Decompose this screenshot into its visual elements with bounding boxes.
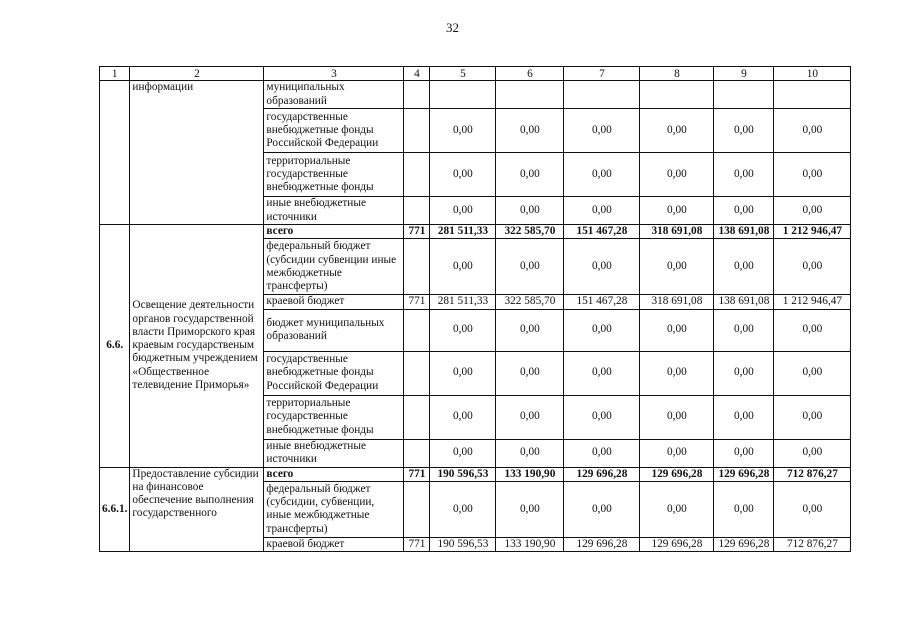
value-cell: 0,00 <box>430 153 496 197</box>
value-cell: 0,00 <box>564 153 640 197</box>
value-cell: 0,00 <box>714 109 774 153</box>
value-cell: 0,00 <box>564 351 640 395</box>
value-cell: 0,00 <box>640 197 714 225</box>
value-cell: 0,00 <box>640 439 714 467</box>
value-cell <box>564 81 640 109</box>
value-cell: 129 696,28 <box>714 467 774 481</box>
value-cell: 138 691,08 <box>714 225 774 239</box>
header-cell: 10 <box>774 67 851 81</box>
code-cell <box>404 109 430 153</box>
code-cell <box>404 153 430 197</box>
value-cell: 322 585,70 <box>496 225 564 239</box>
header-cell: 5 <box>430 67 496 81</box>
value-cell: 0,00 <box>714 309 774 351</box>
value-cell: 0,00 <box>640 481 714 537</box>
value-cell: 0,00 <box>430 481 496 537</box>
value-cell: 138 691,08 <box>714 295 774 309</box>
value-cell: 0,00 <box>774 439 851 467</box>
table-row <box>100 225 851 239</box>
code-cell <box>404 239 430 295</box>
code-cell <box>404 439 430 467</box>
item-number-cell: 6.6.1. <box>100 467 130 552</box>
item-name-cell: Предоставление субсидии на финансовое обеспечение выполнения государственного <box>130 467 264 552</box>
header-cell: 6 <box>496 67 564 81</box>
value-cell: 129 696,28 <box>640 537 714 551</box>
header-cell: 2 <box>130 67 264 81</box>
value-cell: 1 212 946,47 <box>774 225 851 239</box>
value-cell: 712 876,27 <box>774 467 851 481</box>
item-name-cell: Освещение деятельности органов государственной власти Приморского края краевым государственым бюджетным учреждением «Общественное телевидение Приморья» <box>130 225 264 468</box>
value-cell: 0,00 <box>430 197 496 225</box>
source-cell: бюджет муниципальных образований <box>264 309 404 351</box>
code-cell <box>404 197 430 225</box>
value-cell: 0,00 <box>774 309 851 351</box>
source-cell: краевой бюджет <box>264 537 404 551</box>
value-cell: 0,00 <box>640 109 714 153</box>
value-cell: 0,00 <box>774 239 851 295</box>
source-cell: всего <box>264 467 404 481</box>
value-cell <box>640 81 714 109</box>
code-cell: 771 <box>404 467 430 481</box>
value-cell: 0,00 <box>564 109 640 153</box>
value-cell: 0,00 <box>430 239 496 295</box>
value-cell: 129 696,28 <box>564 467 640 481</box>
code-cell <box>404 395 430 439</box>
value-cell: 0,00 <box>640 309 714 351</box>
code-cell <box>404 351 430 395</box>
value-cell: 0,00 <box>774 351 851 395</box>
value-cell: 0,00 <box>640 395 714 439</box>
value-cell: 281 511,33 <box>430 225 496 239</box>
value-cell: 0,00 <box>564 439 640 467</box>
table-row <box>100 467 851 481</box>
value-cell: 0,00 <box>496 481 564 537</box>
code-cell <box>404 481 430 537</box>
code-cell: 771 <box>404 537 430 551</box>
value-cell: 0,00 <box>774 109 851 153</box>
item-number-cell: 6.6. <box>100 225 130 468</box>
item-name-cell: информации <box>130 81 264 225</box>
value-cell: 133 190,90 <box>496 537 564 551</box>
header-row <box>100 67 851 81</box>
value-cell: 0,00 <box>430 109 496 153</box>
source-cell: иные внебюджетные источники <box>264 197 404 225</box>
value-cell <box>774 81 851 109</box>
value-cell: 0,00 <box>564 395 640 439</box>
value-cell: 0,00 <box>564 481 640 537</box>
header-cell: 7 <box>564 67 640 81</box>
value-cell: 0,00 <box>496 395 564 439</box>
source-cell: территориальные государственные внебюджетные фонды <box>264 395 404 439</box>
value-cell: 190 596,53 <box>430 467 496 481</box>
value-cell: 0,00 <box>564 239 640 295</box>
value-cell: 0,00 <box>714 197 774 225</box>
value-cell: 0,00 <box>640 239 714 295</box>
header-cell: 4 <box>404 67 430 81</box>
table-row <box>100 81 851 109</box>
value-cell: 151 467,28 <box>564 225 640 239</box>
header-cell: 9 <box>714 67 774 81</box>
value-cell: 0,00 <box>774 153 851 197</box>
value-cell: 0,00 <box>496 239 564 295</box>
value-cell <box>496 81 564 109</box>
source-cell: краевой бюджет <box>264 295 404 309</box>
item-number-cell <box>100 81 130 225</box>
value-cell: 0,00 <box>496 309 564 351</box>
code-cell: 771 <box>404 225 430 239</box>
value-cell: 0,00 <box>714 351 774 395</box>
header-cell: 3 <box>264 67 404 81</box>
value-cell: 0,00 <box>564 309 640 351</box>
value-cell: 133 190,90 <box>496 467 564 481</box>
budget-table <box>99 66 851 552</box>
source-cell: всего <box>264 225 404 239</box>
value-cell: 129 696,28 <box>564 537 640 551</box>
header-cell: 8 <box>640 67 714 81</box>
value-cell <box>430 81 496 109</box>
value-cell: 0,00 <box>714 239 774 295</box>
value-cell: 0,00 <box>564 197 640 225</box>
value-cell: 190 596,53 <box>430 537 496 551</box>
source-cell: государственные внебюджетные фонды Российской Федерации <box>264 109 404 153</box>
source-cell: государственные внебюджетные фонды Российской Федерации <box>264 351 404 395</box>
code-cell: 771 <box>404 295 430 309</box>
value-cell: 0,00 <box>714 153 774 197</box>
value-cell: 0,00 <box>496 109 564 153</box>
value-cell: 322 585,70 <box>496 295 564 309</box>
value-cell: 0,00 <box>640 351 714 395</box>
value-cell: 0,00 <box>640 153 714 197</box>
value-cell: 1 212 946,47 <box>774 295 851 309</box>
value-cell: 0,00 <box>496 351 564 395</box>
code-cell <box>404 309 430 351</box>
value-cell: 129 696,28 <box>714 537 774 551</box>
value-cell: 0,00 <box>430 351 496 395</box>
value-cell: 151 467,28 <box>564 295 640 309</box>
value-cell: 129 696,28 <box>640 467 714 481</box>
value-cell <box>714 81 774 109</box>
value-cell: 0,00 <box>430 395 496 439</box>
value-cell: 281 511,33 <box>430 295 496 309</box>
source-cell: территориальные государственные внебюджетные фонды <box>264 153 404 197</box>
page-number: 32 <box>446 20 459 35</box>
value-cell: 0,00 <box>714 395 774 439</box>
header-cell: 1 <box>100 67 130 81</box>
value-cell: 0,00 <box>430 309 496 351</box>
source-cell: иные внебюджетные источники <box>264 439 404 467</box>
value-cell: 0,00 <box>774 197 851 225</box>
value-cell: 0,00 <box>496 439 564 467</box>
source-cell: федеральный бюджет (субсидии, субвенции, иные межбюджетные трансферты) <box>264 481 404 537</box>
source-cell: муниципальных образований <box>264 81 404 109</box>
value-cell: 0,00 <box>774 481 851 537</box>
value-cell: 0,00 <box>496 197 564 225</box>
value-cell: 318 691,08 <box>640 295 714 309</box>
value-cell: 318 691,08 <box>640 225 714 239</box>
code-cell <box>404 81 430 109</box>
value-cell: 0,00 <box>430 439 496 467</box>
source-cell: федеральный бюджет (субсидии субвенции иные межбюджетные трансферты) <box>264 239 404 295</box>
value-cell: 0,00 <box>714 439 774 467</box>
value-cell: 0,00 <box>496 153 564 197</box>
value-cell: 0,00 <box>714 481 774 537</box>
value-cell: 712 876,27 <box>774 537 851 551</box>
value-cell: 0,00 <box>774 395 851 439</box>
